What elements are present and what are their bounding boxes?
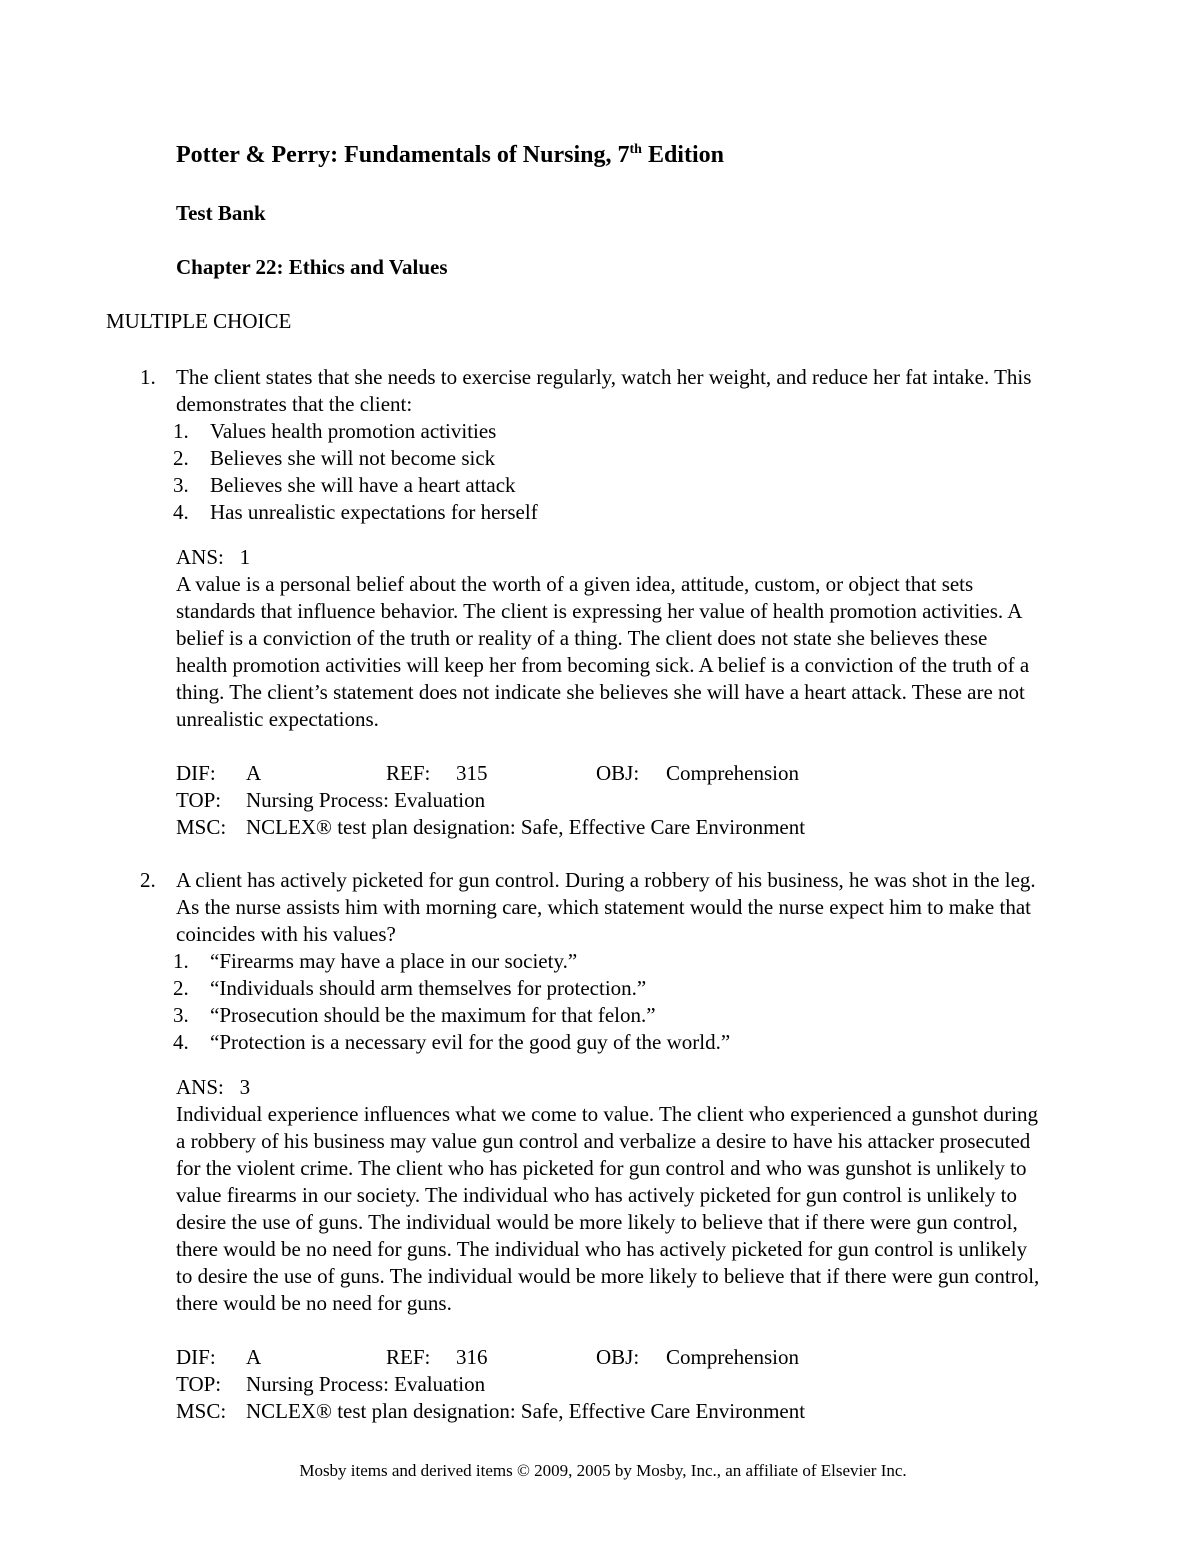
document-title: Potter & Perry: Fundamentals of Nursing, 7th Edition — [176, 142, 724, 168]
answer-key: ANS: 1 — [176, 545, 251, 569]
question-number: 2. — [140, 868, 156, 892]
question-stem: A client has actively picketed for gun control. During a robbery of his business, he was shot in the leg. As the nurse assists him with morning care, which statement would the nurse expect him to make that coincides with his values? — [176, 868, 1036, 946]
question-2 — [140, 867, 1040, 1425]
document-subtitle: Test Bank — [176, 201, 266, 225]
answer-option: 3. Believes she will have a heart attack — [173, 473, 516, 497]
chapter-heading: Chapter 22: Ethics and Values — [176, 255, 448, 279]
answer-option: 1. “Firearms may have a place in our society.” — [173, 949, 578, 973]
answer-option: 1. Values health promotion activities — [173, 419, 497, 443]
answer-option: 2. “Individuals should arm themselves for protection.” — [173, 976, 647, 1000]
answer-option: 4. “Protection is a necessary evil for the good guy of the world.” — [173, 1030, 731, 1054]
rationale: A value is a personal belief about the worth of a given idea, attitude, custom, or object that sets standards that influence behavior. The client is expressing her value of health promotion activities. A belief is a conviction of the truth or reality of a thing. The client does not state she believes these health promotion activities will keep her from becoming sick. A belief is a conviction of the truth of a thing. The client’s statement does not indicate she believes she will have a heart attack. These are not unrealistic expectations. — [176, 572, 1030, 731]
question-metadata: DIF: A REF: 316 OBJ: Comprehension TOP: Nursing Process: Evaluation MSC: NCLEX® test plan designation: Safe, Effective Care Environment — [176, 1345, 806, 1423]
answer-option: 4. Has unrealistic expectations for herself — [173, 500, 538, 524]
section-heading: MULTIPLE CHOICE — [106, 309, 292, 333]
answer-option: 2. Believes she will not become sick — [173, 446, 496, 470]
question-1 — [140, 364, 1040, 841]
copyright-footer: Mosby items and derived items © 2009, 2005 by Mosby, Inc., an affiliate of Elsevier Inc. — [299, 1461, 907, 1480]
question-number: 1. — [140, 365, 156, 389]
answer-option: 3. “Prosecution should be the maximum for that felon.” — [173, 1003, 656, 1027]
answer-key: ANS: 3 — [176, 1075, 251, 1099]
rationale: Individual experience influences what we come to value. The client who experienced a gunshot during a robbery of his business may value gun control and verbalize a desire to have his attacker prosecuted for the violent crime. The client who has picketed for gun control and who was gunshot is unlikely to value firearms in our society. The individual who has actively picketed for gun control is unlikely to desire the use of guns. The individual would be more likely to believe that if there were gun control, there would be no need for guns. The individual who has actively picketed for gun control is unlikely to desire the use of guns. The individual would be more likely to believe that if there were gun control, there would be no need for guns. — [176, 1102, 1040, 1315]
question-metadata: DIF: A REF: 315 OBJ: Comprehension TOP: Nursing Process: Evaluation MSC: NCLEX® test plan designation: Safe, Effective Care Environment — [176, 761, 806, 839]
question-stem: The client states that she needs to exercise regularly, watch her weight, and reduce her fat intake. This demonstrates that the client: — [176, 365, 1032, 416]
title-superscript: th — [629, 142, 642, 157]
